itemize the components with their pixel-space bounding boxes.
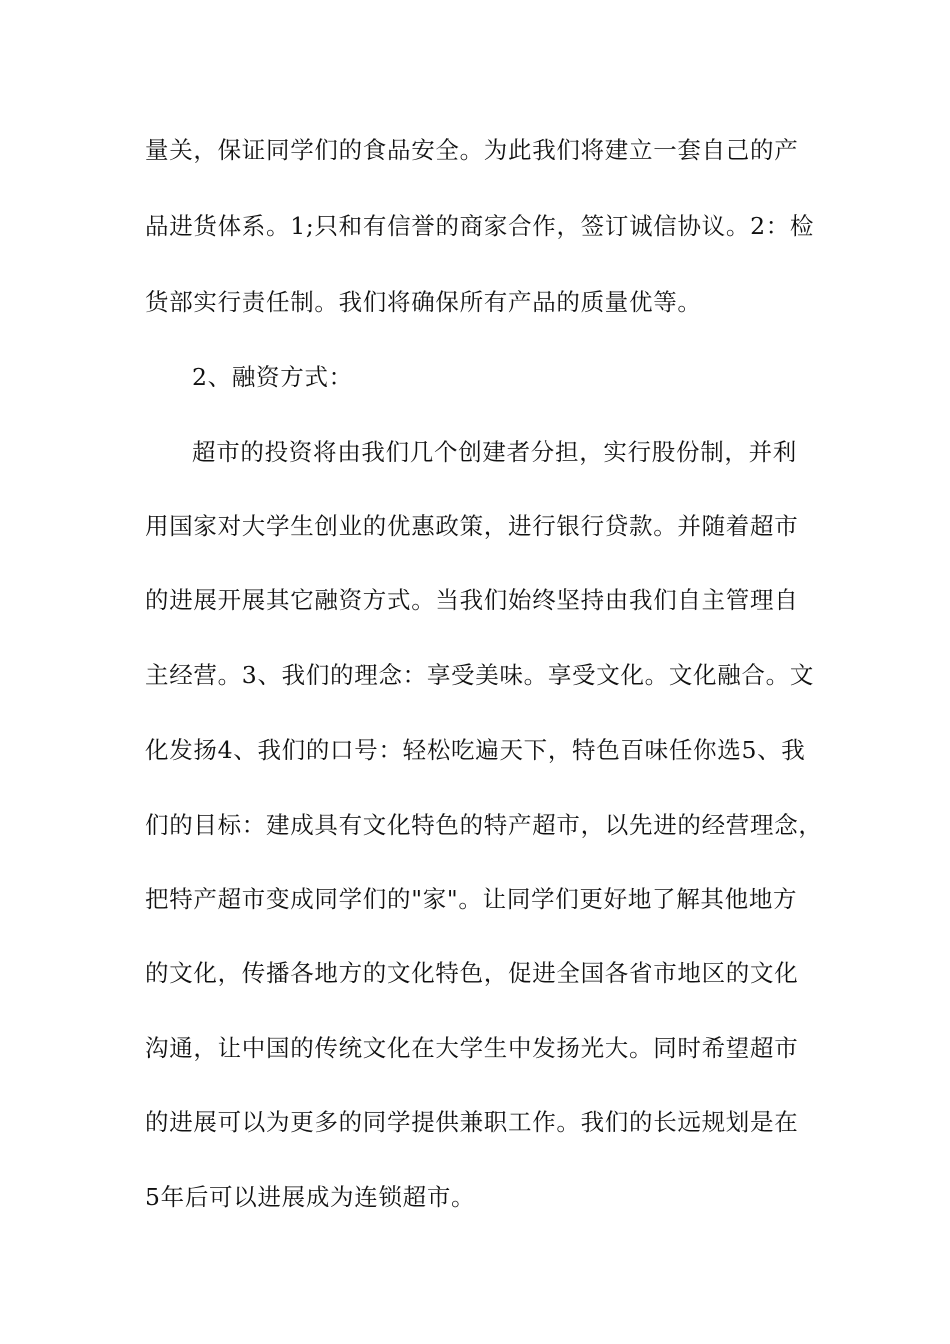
section-heading: 2、融资方式：: [192, 363, 353, 391]
text-line: 5年后可以进展成为连锁超市。: [145, 1183, 476, 1211]
text-line: 主经营。3、我们的理念：享受美味。享受文化。文化融合。文: [145, 661, 815, 689]
text-line: 的文化，传播各地方的文化特色，促进全国各省市地区的文化: [145, 959, 799, 987]
text-line: 用国家对大学生创业的优惠政策，进行银行贷款。并随着超市: [145, 512, 799, 540]
text-line: 品进货体系。1;只和有信誉的商家合作，签订诚信协议。2：检: [145, 212, 815, 240]
text-line: 把特产超市变成同学们的"家"。让同学们更好地了解其他地方: [145, 885, 798, 913]
text-line: 化发扬4、我们的口号：轻松吃遍天下，特色百味任你选5、我: [145, 736, 806, 764]
text-line: 货部实行责任制。我们将确保所有产品的质量优等。: [145, 288, 702, 316]
text-line: 超市的投资将由我们几个创建者分担，实行股份制，并利: [192, 438, 797, 466]
text-line: 的进展可以为更多的同学提供兼职工作。我们的长远规划是在: [145, 1108, 799, 1136]
text-line: 们的目标：建成具有文化特色的特产超市，以先进的经营理念，: [145, 811, 823, 839]
text-line: 量关，保证同学们的食品安全。为此我们将建立一套自己的产: [145, 136, 799, 164]
text-line: 沟通，让中国的传统文化在大学生中发扬光大。同时希望超市: [145, 1034, 799, 1062]
text-line: 的进展开展其它融资方式。当我们始终坚持由我们自主管理自: [145, 586, 799, 614]
